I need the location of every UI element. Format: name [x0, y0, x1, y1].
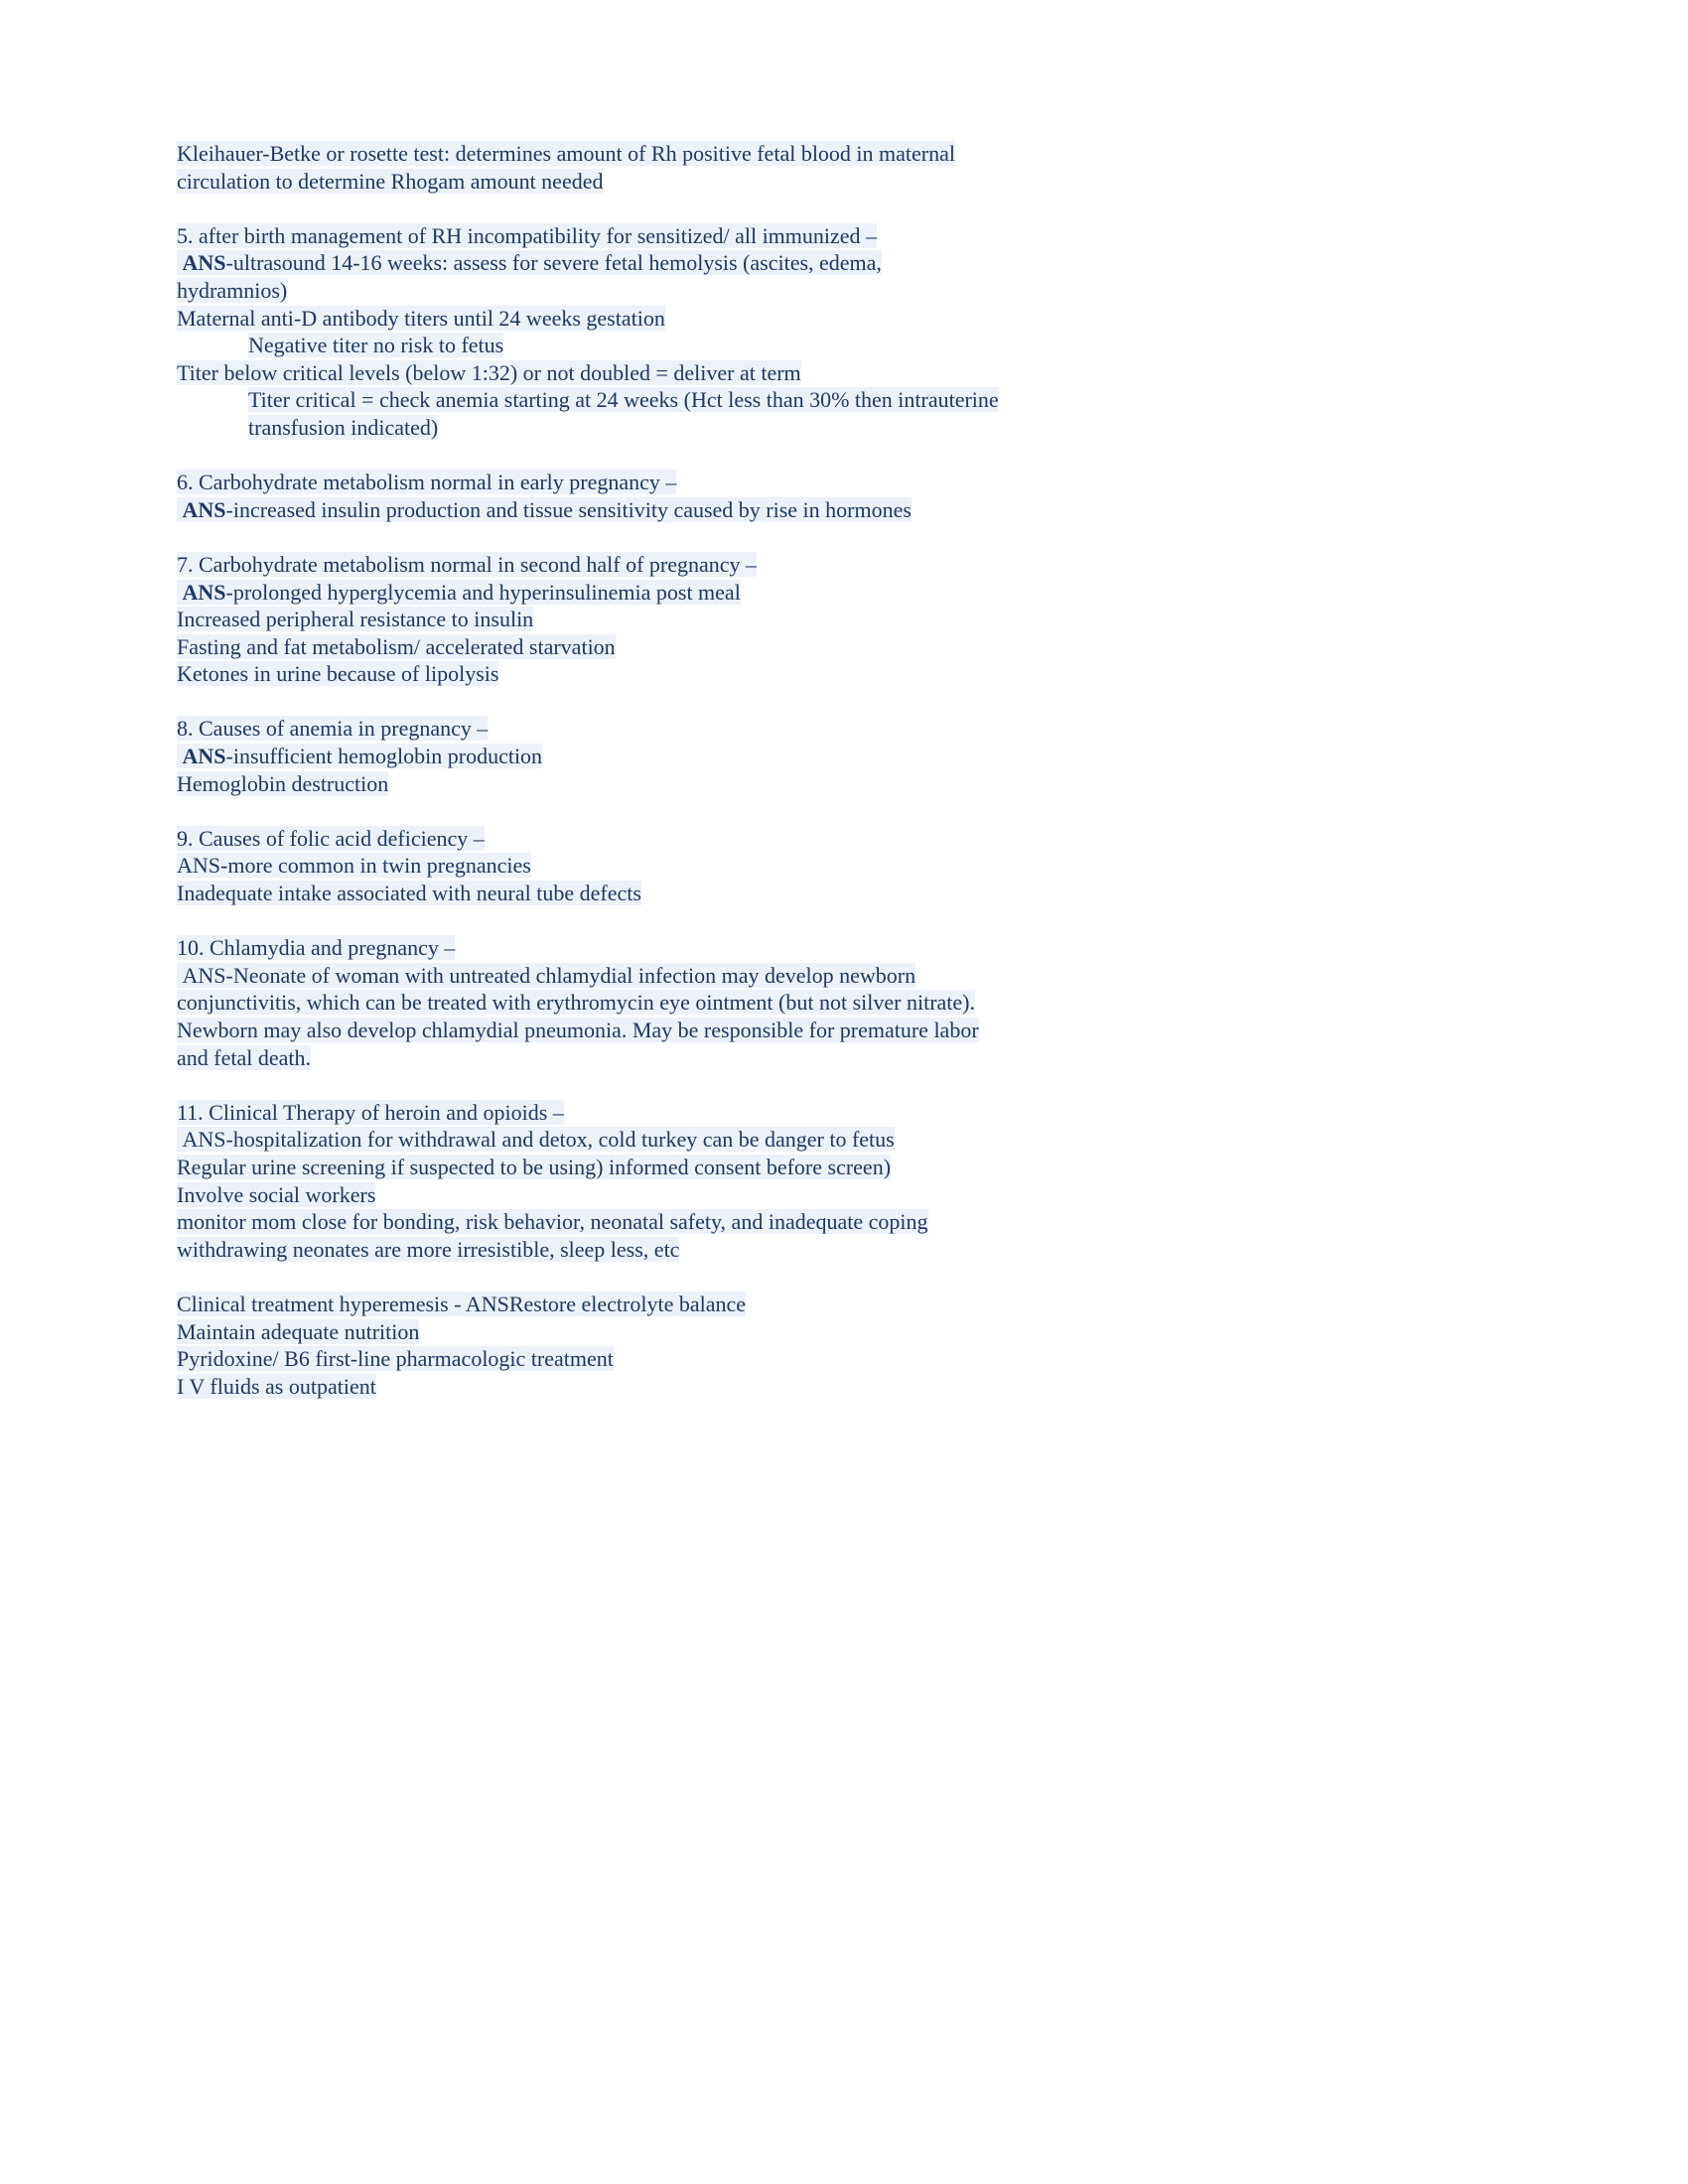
highlighted-text: Ketones in urine because of lipolysis	[177, 661, 499, 687]
text-block	[177, 222, 1519, 442]
highlighted-text: ANS-insufficient hemoglobin production	[177, 744, 542, 768]
text-block	[177, 1291, 1519, 1400]
text-line	[177, 1345, 1519, 1373]
text-block	[177, 825, 1519, 907]
text-line	[177, 1017, 1519, 1044]
highlighted-text: Involve social workers	[177, 1181, 376, 1207]
highlighted-text: hydramnios)	[177, 277, 288, 303]
text-line	[177, 359, 1519, 387]
highlighted-text: circulation to determine Rhogam amount needed	[177, 168, 604, 194]
highlighted-text: transfusion indicated)	[248, 414, 439, 440]
highlighted-text: I V fluids as outpatient	[177, 1373, 376, 1399]
text-line	[177, 825, 1519, 853]
highlighted-text: and fetal death.	[177, 1044, 311, 1070]
highlighted-text: Titer below critical levels (below 1:32) or not doubled = deliver at term	[177, 359, 801, 385]
highlighted-text: Pyridoxine/ B6 first-line pharmacologic treatment	[177, 1346, 614, 1372]
text-line	[177, 305, 1519, 333]
highlighted-text: Titer critical = check anemia starting at 24 weeks (Hct less than 30% then intrauterine	[248, 387, 999, 413]
text-line	[177, 962, 1519, 990]
text-line	[177, 989, 1519, 1017]
highlighted-text: 9. Causes of folic acid deficiency –	[177, 825, 485, 851]
text-block	[177, 551, 1519, 688]
highlighted-text: ANS-prolonged hyperglycemia and hyperinsulinemia post meal	[177, 580, 741, 605]
highlighted-text: Regular urine screening if suspected to be using) informed consent before screen)	[177, 1154, 892, 1179]
highlighted-text: ANS-Neonate of woman with untreated chlamydial infection may develop newborn	[177, 962, 916, 988]
highlighted-text: 7. Carbohydrate metabolism normal in second half of pregnancy –	[177, 551, 758, 577]
text-line	[177, 1126, 1519, 1154]
text-line	[177, 606, 1519, 633]
text-line	[177, 770, 1519, 798]
text-line	[177, 1099, 1519, 1127]
text-block	[177, 469, 1519, 523]
text-block	[177, 1099, 1519, 1264]
highlighted-text: Maintain adequate nutrition	[177, 1318, 420, 1344]
text-line	[177, 934, 1519, 962]
highlighted-text: Newborn may also develop chlamydial pneumonia. May be responsible for premature labor	[177, 1018, 979, 1042]
highlighted-text: 5. after birth management of RH incompatibility for sensitized/ all immunized –	[177, 222, 878, 248]
text-line	[177, 1208, 1519, 1236]
text-line	[177, 168, 1519, 196]
highlighted-text: Hemoglobin destruction	[177, 770, 389, 796]
highlighted-text: ANS-ultrasound 14-16 weeks: assess for severe fetal hemolysis (ascites, edema,	[177, 250, 882, 275]
text-block	[177, 715, 1519, 797]
highlighted-text: Maternal anti-D antibody titers until 24 weeks gestation	[177, 305, 665, 331]
text-line	[177, 1236, 1519, 1264]
highlighted-text: ANS-more common in twin pregnancies	[177, 853, 531, 879]
text-line	[177, 551, 1519, 579]
highlighted-text: Increased peripheral resistance to insulin	[177, 607, 534, 632]
text-line	[177, 277, 1519, 305]
text-block	[177, 140, 1519, 195]
text-line	[177, 249, 1519, 277]
highlighted-text: ANS-hospitalization for withdrawal and detox, cold turkey can be danger to fetus	[177, 1127, 895, 1153]
text-line	[177, 1044, 1519, 1072]
text-line	[177, 633, 1519, 661]
highlighted-text: Inadequate intake associated with neural tube defects	[177, 881, 641, 906]
highlighted-text: monitor mom close for bonding, risk behavior, neonatal safety, and inadequate coping	[177, 1209, 928, 1235]
text-line	[177, 852, 1519, 880]
highlighted-text: 8. Causes of anemia in pregnancy –	[177, 716, 489, 742]
highlighted-text: 11. Clinical Therapy of heroin and opioids –	[177, 1099, 564, 1125]
text-line	[177, 1318, 1519, 1346]
text-line	[177, 1373, 1519, 1401]
text-line	[177, 579, 1519, 607]
highlighted-text: Fasting and fat metabolism/ accelerated starvation	[177, 633, 616, 659]
highlighted-text: 10. Chlamydia and pregnancy –	[177, 935, 456, 961]
text-line	[177, 386, 1519, 414]
text-line	[177, 1291, 1519, 1318]
text-block	[177, 934, 1519, 1071]
text-line	[177, 660, 1519, 688]
highlighted-text: Negative titer no risk to fetus	[248, 333, 504, 358]
text-line	[177, 715, 1519, 743]
highlighted-text: ANS-increased insulin production and tissue sensitivity caused by rise in hormones	[177, 497, 912, 522]
highlighted-text: Kleihauer-Betke or rosette test: determines amount of Rh positive fetal blood in maternal	[177, 141, 955, 166]
highlighted-text: conjunctivitis, which can be treated with erythromycin eye ointment (but not silver nitrate).	[177, 990, 975, 1016]
text-line	[177, 496, 1519, 524]
highlighted-text: 6. Carbohydrate metabolism normal in early pregnancy –	[177, 470, 677, 495]
text-line	[177, 222, 1519, 250]
text-line	[177, 332, 1519, 359]
text-line	[177, 469, 1519, 496]
highlighted-text: Clinical treatment hyperemesis - ANSRestore electrolyte balance	[177, 1291, 747, 1316]
text-line	[177, 743, 1519, 770]
text-line	[177, 1154, 1519, 1181]
text-line	[177, 880, 1519, 907]
text-line	[177, 140, 1519, 168]
text-line	[177, 1181, 1519, 1209]
highlighted-text: withdrawing neonates are more irresistible, sleep less, etc	[177, 1236, 680, 1262]
text-line	[177, 414, 1519, 442]
